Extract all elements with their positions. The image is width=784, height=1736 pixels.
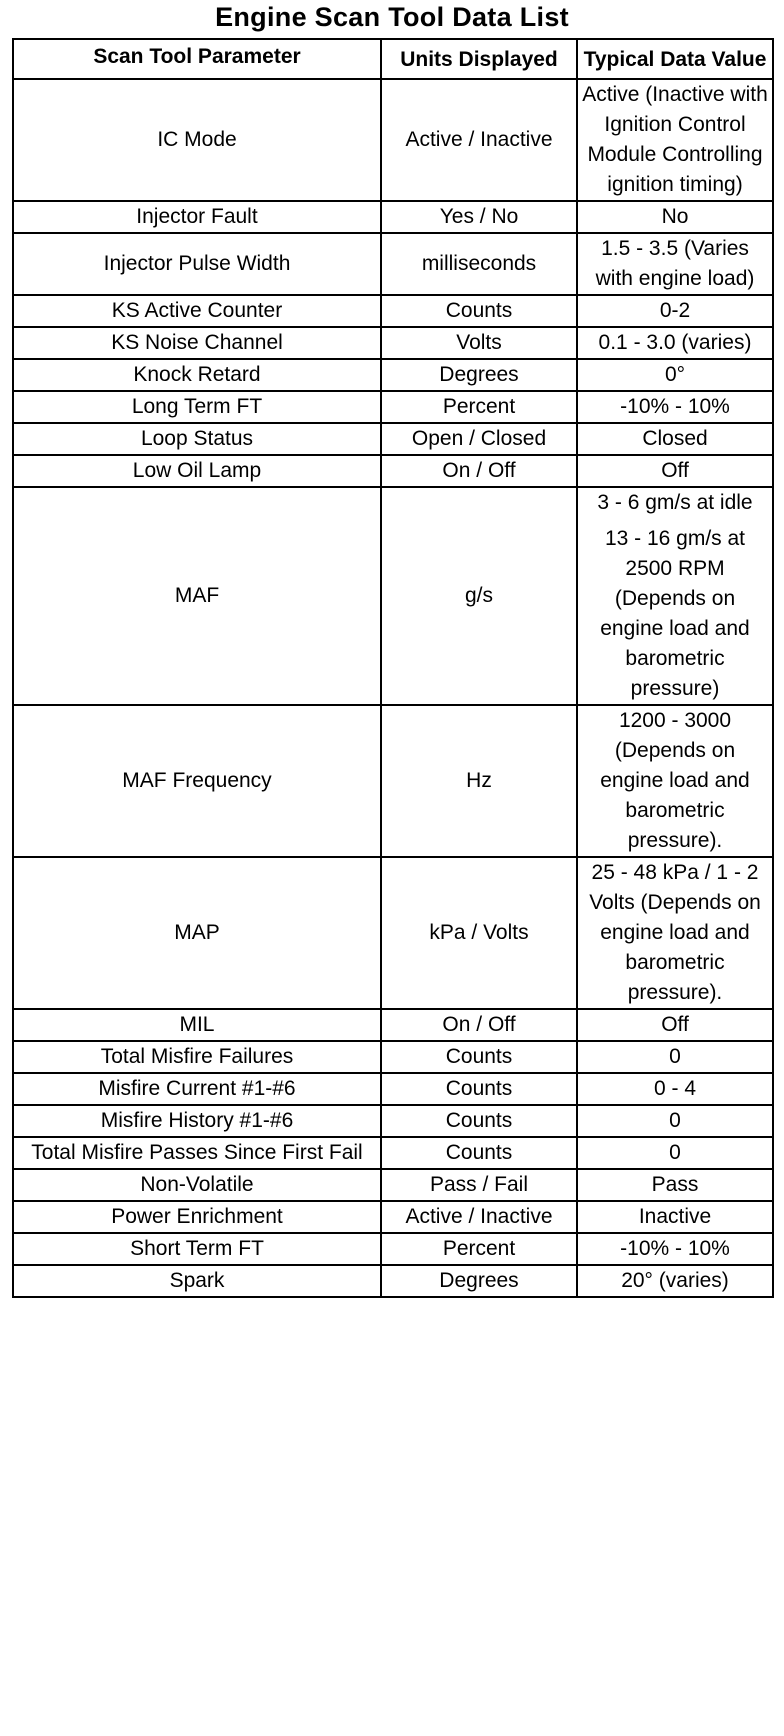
scan-data-table: [12, 38, 774, 1298]
units-cell: Counts: [381, 1041, 577, 1073]
param-cell: IC Mode: [13, 79, 381, 201]
units-cell: Counts: [381, 1137, 577, 1169]
value-cell: [577, 455, 773, 487]
table-row: [13, 391, 773, 423]
value-cell: [577, 1233, 773, 1265]
value-cell: [577, 327, 773, 359]
units-cell: Open / Closed: [381, 423, 577, 455]
param-cell: KS Active Counter: [13, 295, 381, 327]
param-cell: Knock Retard: [13, 359, 381, 391]
header-param: Scan Tool Parameter: [13, 39, 381, 79]
value-text: Active (Inactive with Ignition Control Module Controlling ignition timing): [582, 83, 768, 196]
value-text: Closed: [642, 427, 708, 450]
units-cell: Percent: [381, 391, 577, 423]
table-row: [13, 295, 773, 327]
param-cell: Misfire Current #1-#6: [13, 1073, 381, 1105]
units-cell: On / Off: [381, 455, 577, 487]
value-text: 20° (varies): [621, 1269, 729, 1292]
param-cell: Power Enrichment: [13, 1201, 381, 1233]
param-cell: Short Term FT: [13, 1233, 381, 1265]
value-cell: [577, 487, 773, 705]
units-cell: Counts: [381, 1073, 577, 1105]
param-cell: MIL: [13, 1009, 381, 1041]
table-row: [13, 359, 773, 391]
value-text: 0: [669, 1045, 681, 1068]
table-row: [13, 1105, 773, 1137]
param-cell: MAF Frequency: [13, 705, 381, 857]
units-cell: Pass / Fail: [381, 1169, 577, 1201]
value-text: 0°: [664, 363, 686, 386]
value-text: 0.1 - 3.0 (varies): [598, 331, 752, 354]
table-header-row: [13, 39, 773, 79]
param-cell: Total Misfire Failures: [13, 1041, 381, 1073]
value-cell: [577, 295, 773, 327]
value-cell: [577, 359, 773, 391]
value-text: -10% - 10%: [620, 395, 730, 418]
units-cell: g/s: [381, 487, 577, 705]
param-cell: Spark: [13, 1265, 381, 1297]
table-row: [13, 79, 773, 201]
value-text: -10% - 10%: [620, 1237, 730, 1260]
value-cell: [577, 1201, 773, 1233]
table-row: [13, 487, 773, 705]
param-cell: Long Term FT: [13, 391, 381, 423]
param-cell: Non-Volatile: [13, 1169, 381, 1201]
units-cell: Degrees: [381, 359, 577, 391]
header-units: Units Displayed: [381, 39, 577, 79]
param-cell: Loop Status: [13, 423, 381, 455]
table-row: [13, 455, 773, 487]
table-row: [13, 1073, 773, 1105]
units-cell: kPa / Volts: [381, 857, 577, 1009]
param-cell: Total Misfire Passes Since First Fail: [13, 1137, 381, 1169]
value-cell: [577, 1169, 773, 1201]
value-text: Pass: [651, 1173, 699, 1196]
table-row: [13, 1201, 773, 1233]
value-text: 1200 - 3000 (Depends on engine load and barometric pressure).: [600, 709, 750, 852]
value-cell: [577, 201, 773, 233]
value-text: 0 - 4: [653, 1077, 697, 1100]
value-cell: [577, 1137, 773, 1169]
value-cell: [577, 705, 773, 857]
units-cell: milliseconds: [381, 233, 577, 295]
header-value: Typical Data Value: [577, 39, 773, 79]
value-cell: [577, 857, 773, 1009]
units-cell: Active / Inactive: [381, 1201, 577, 1233]
table-row: [13, 1137, 773, 1169]
table-row: [13, 423, 773, 455]
value-text: Off: [661, 1013, 689, 1036]
value-cell: [577, 1073, 773, 1105]
param-cell: Injector Pulse Width: [13, 233, 381, 295]
param-cell: Misfire History #1-#6: [13, 1105, 381, 1137]
value-cell: [577, 233, 773, 295]
param-cell: MAP: [13, 857, 381, 1009]
table-row: [13, 857, 773, 1009]
units-cell: On / Off: [381, 1009, 577, 1041]
units-cell: Degrees: [381, 1265, 577, 1297]
value-cell: [577, 1265, 773, 1297]
param-cell: KS Noise Channel: [13, 327, 381, 359]
table-row: [13, 1041, 773, 1073]
value-cell: [577, 1009, 773, 1041]
param-cell: MAF: [13, 487, 381, 705]
value-text: 1.5 - 3.5 (Varies with engine load): [595, 237, 755, 290]
value-cell: [577, 1105, 773, 1137]
units-cell: Percent: [381, 1233, 577, 1265]
units-cell: Yes / No: [381, 201, 577, 233]
table-row: [13, 1009, 773, 1041]
value-text: 0: [669, 1109, 681, 1132]
value-cell: [577, 79, 773, 201]
value-text: 25 - 48 kPa / 1 - 2 Volts (Depends on engine load and barometric pressure).: [589, 861, 761, 1004]
param-cell: Low Oil Lamp: [13, 455, 381, 487]
value-text: 13 - 16 gm/s at 2500 RPM (Depends on engine load and barometric pressure): [600, 527, 750, 700]
value-text: 0: [669, 1141, 681, 1164]
value-cell: [577, 391, 773, 423]
param-cell: Injector Fault: [13, 201, 381, 233]
table-row: [13, 327, 773, 359]
units-cell: Counts: [381, 1105, 577, 1137]
table-row: [13, 233, 773, 295]
table-row: [13, 1169, 773, 1201]
value-text: 3 - 6 gm/s at idle: [597, 491, 753, 514]
table-row: [13, 1265, 773, 1297]
page-title: Engine Scan Tool Data List: [215, 2, 569, 32]
value-text: No: [661, 205, 689, 228]
value-cell: [577, 423, 773, 455]
value-cell: [577, 1041, 773, 1073]
value-text: Off: [661, 459, 689, 482]
table-row: [13, 705, 773, 857]
units-cell: Active / Inactive: [381, 79, 577, 201]
units-cell: Hz: [381, 705, 577, 857]
value-text: Inactive: [638, 1205, 712, 1228]
units-cell: Counts: [381, 295, 577, 327]
value-text: 0-2: [659, 299, 691, 322]
table-row: [13, 1233, 773, 1265]
table-row: [13, 201, 773, 233]
units-cell: Volts: [381, 327, 577, 359]
